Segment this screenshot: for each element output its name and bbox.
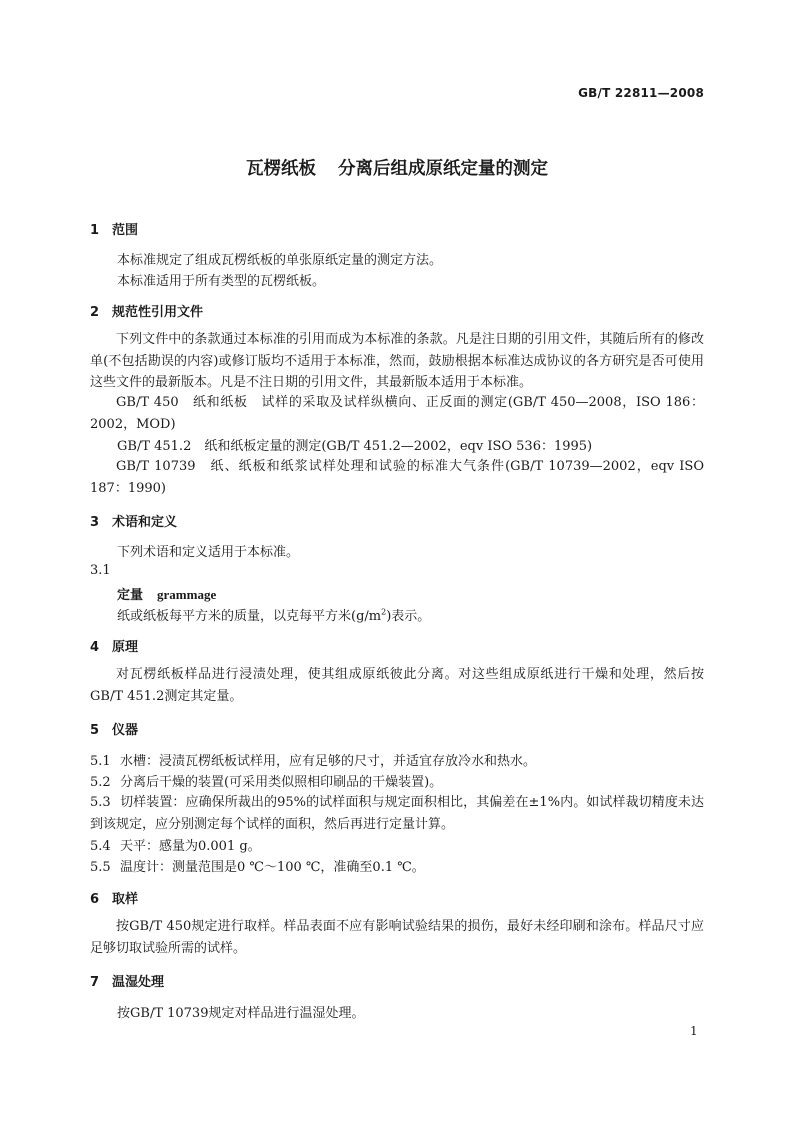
section-5-heading xyxy=(90,719,138,738)
sampling-paragraph: 按GB/T 450规定进行取样。样品表面不应有影响试验结果的损伤，最好未经印刷和涂布。样品尺寸应足够切取试验所需的试样。 xyxy=(90,919,704,956)
page-title xyxy=(0,155,794,180)
apparatus-item xyxy=(90,750,536,769)
page-number: 1 xyxy=(690,1024,698,1038)
section-number: 5 xyxy=(90,723,100,738)
section-number: 2 xyxy=(90,305,100,320)
section-title: 范围 xyxy=(112,223,139,238)
definition-text-end: )表示。 xyxy=(386,609,431,624)
item-text: 切样装置：应确保所裁出的95%的试样面积与规定面积相比，其偏差在±1%内。如试样裁切精度未达到该规定，应分别测定每个试样的面积，然后再进行定量计算。 xyxy=(90,795,704,832)
item-number: 5.1 xyxy=(90,754,111,769)
title-part2: 分离后组成原纸定量的测定 xyxy=(338,159,548,179)
conditioning-paragraph: 按GB/T 10739规定对样品进行温湿处理。 xyxy=(117,1006,365,1021)
principle-paragraph: 对瓦楞纸板样品进行浸渍处理，使其组成原纸彼此分离。对这些组成原纸进行干燥和处理，然后按GB/T 451.2测定其定量。 xyxy=(90,667,704,704)
term-english: grammage xyxy=(157,587,217,602)
reference-gbt-10739: GB/T 10739 纸、纸板和纸浆试样处理和试验的标准大气条件(GB/T 10739—2002，eqv ISO 187：1990) xyxy=(90,459,704,496)
section-3-heading xyxy=(90,511,177,530)
term-definition xyxy=(117,605,430,624)
definition-text: 纸或纸板每平方米的质量，以克每平方米(g/m xyxy=(117,609,382,624)
section-title: 原理 xyxy=(112,640,139,655)
section-title: 温湿处理 xyxy=(112,975,165,990)
subsection-number: 3.1 xyxy=(90,563,111,578)
superscript: 2 xyxy=(381,607,387,617)
section-number: 7 xyxy=(90,975,100,990)
item-number: 5.3 xyxy=(90,795,111,810)
terms-intro: 下列术语和定义适用于本标准。 xyxy=(117,545,300,560)
standard-number: GB/T 22811—2008 xyxy=(578,86,704,100)
item-text: 温度计：测量范围是0 ℃～100 ℃，准确至0.1 ℃。 xyxy=(120,860,425,875)
apparatus-item xyxy=(90,792,704,835)
apparatus-item xyxy=(90,771,442,790)
section-6-heading xyxy=(90,888,138,907)
section-title: 规范性引用文件 xyxy=(112,305,204,320)
section-number: 4 xyxy=(90,640,100,655)
section-number: 3 xyxy=(90,515,100,530)
item-number: 5.4 xyxy=(90,839,111,854)
section-7-heading xyxy=(90,971,164,990)
section-2-heading xyxy=(90,301,203,320)
references-intro: 下列文件中的条款通过本标准的引用而成为本标准的条款。凡是注日期的引用文件，其随后所有的修改单(不包括勘误的内容)或修订版均不适用于本标准，然而，鼓励根据本标准达成协议的各方研究是否可使用这些文件的最新版本。凡是不注日期的引用文件，其最新版本适用于本标准。 xyxy=(90,332,704,390)
section-title: 术语和定义 xyxy=(112,515,178,530)
title-part1: 瓦楞纸板 xyxy=(246,159,316,179)
item-text: 天平：感量为0.001 g。 xyxy=(120,839,261,854)
section-title: 取样 xyxy=(112,892,139,907)
item-text: 分离后干燥的装置(可采用类似照相印刷品的干燥装置)。 xyxy=(120,775,443,790)
section-title: 仪器 xyxy=(112,723,139,738)
scope-paragraph-2: 本标准适用于所有类型的瓦楞纸板。 xyxy=(117,274,326,289)
reference-gbt-450: GB/T 450 纸和纸板 试样的采取及试样纵横向、正反面的测定(GB/T 450—2008，ISO 186：2002，MOD) xyxy=(90,395,704,432)
apparatus-item xyxy=(90,835,261,854)
apparatus-item xyxy=(90,856,425,875)
reference-gbt-451-2: GB/T 451.2 纸和纸板定量的测定(GB/T 451.2—2002，eqv ISO 536：1995) xyxy=(117,439,593,454)
scope-paragraph-1: 本标准规定了组成瓦楞纸板的单张原纸定量的测定方法。 xyxy=(117,253,443,268)
section-number: 6 xyxy=(90,892,100,907)
term-chinese: 定量 xyxy=(117,588,144,603)
term-entry xyxy=(117,584,216,603)
section-4-heading xyxy=(90,636,138,655)
section-number: 1 xyxy=(90,223,100,238)
section-1-heading xyxy=(90,219,138,238)
item-number: 5.5 xyxy=(90,860,111,875)
item-text: 水槽：浸渍瓦楞纸板试样用，应有足够的尺寸，并适宜存放冷水和热水。 xyxy=(120,754,537,769)
item-number: 5.2 xyxy=(90,775,111,790)
